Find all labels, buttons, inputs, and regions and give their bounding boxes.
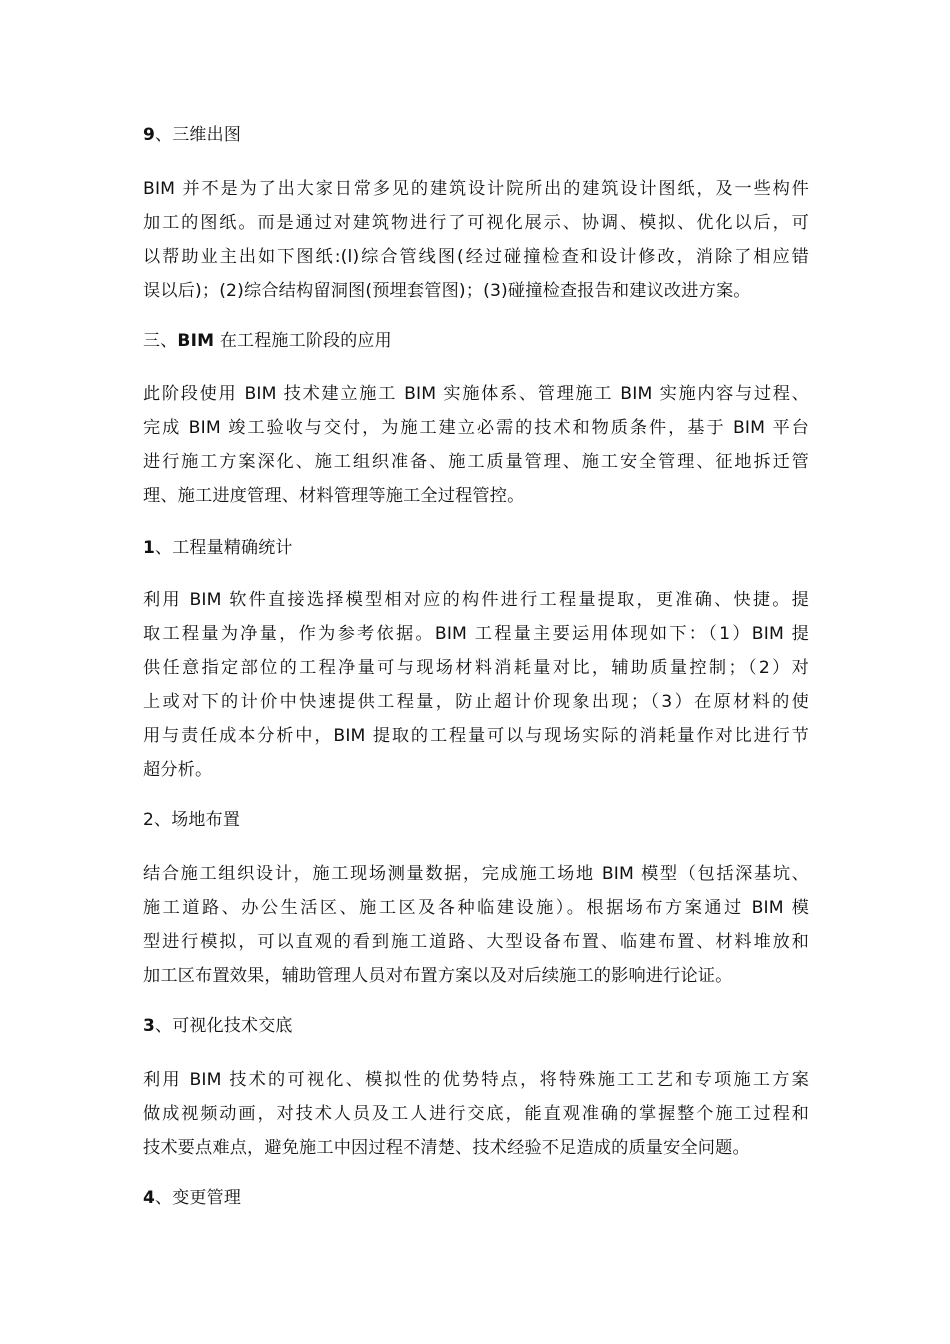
paragraph-3d-drawing xyxy=(143,172,809,308)
paragraph-quantity xyxy=(143,583,809,787)
heading-text: 、变更管理 xyxy=(155,1188,242,1208)
paragraph-line: 利用 BIM 软件直接选择模型相对应的构件进行工程量提取，更准确、快捷。提 xyxy=(143,590,809,610)
paragraph-line: 利用 BIM 技术的可视化、模拟性的优势特点，将特殊施工工艺和专项施工方案 xyxy=(143,1070,809,1090)
paragraph-line: 取工程量为净量，作为参考依据。BIM 工程量主要运用体现如下：（1）BIM 提 xyxy=(143,624,809,644)
section-heading-quantity xyxy=(143,531,809,565)
paragraph-line: BIM 并不是为了出大家日常多见的建筑设计院所出的建筑设计图纸，及一些构件 xyxy=(143,179,809,199)
section-heading-change-management xyxy=(143,1181,809,1215)
heading-number: 1 xyxy=(143,538,156,558)
paragraph-line: 施工道路、办公生活区、施工区及各种临建设施）。根据场布方案通过 BIM 模 xyxy=(143,898,809,918)
paragraph-line: 以帮助业主出如下图纸:(l)综合管线图(经过碰撞检查和设计修改，消除了相应错 xyxy=(143,247,809,267)
paragraph-line: 用与责任成本分析中，BIM 提取的工程量可以与现场实际的消耗量作对比进行节 xyxy=(143,726,809,746)
paragraph-line: 加工区布置效果，辅助管理人员对布置方案以及对后续施工的影响进行论证。 xyxy=(143,966,733,986)
heading-number: 3 xyxy=(143,1016,156,1036)
heading-number: 4 xyxy=(143,1188,156,1208)
paragraph-line: 理、施工进度管理、材料管理等施工全过程管控。 xyxy=(143,486,525,506)
paragraph-line: 此阶段使用 BIM 技术建立施工 BIM 实施体系、管理施工 BIM 实施内容与过程、 xyxy=(143,384,809,404)
section-heading-visual-briefing xyxy=(143,1009,809,1043)
heading-number: BIM xyxy=(177,331,215,351)
paragraph-visual-briefing xyxy=(143,1063,809,1165)
paragraph-line: 做成视频动画，对技术人员及工人进行交底，能直观准确的掌握整个施工过程和 xyxy=(143,1104,809,1124)
paragraph-line: 结合施工组织设计，施工现场测量数据，完成施工场地 BIM 模型（包括深基坑、 xyxy=(143,864,809,884)
paragraph-line: 上或对下的计价中快速提供工程量，防止超计价现象出现；（3）在原材料的使 xyxy=(143,692,809,712)
paragraph-line: 超分析。 xyxy=(143,760,213,780)
paragraph-line: 进行施工方案深化、施工组织准备、施工质量管理、施工安全管理、征地拆迁管 xyxy=(143,452,809,472)
paragraph-site-layout xyxy=(143,857,809,993)
heading-prefix: 三、 xyxy=(143,331,178,351)
paragraph-construction-phase xyxy=(143,377,809,513)
paragraph-line: 技术要点难点，避免施工中因过程不清楚、技术经验不足造成的质量安全问题。 xyxy=(143,1138,750,1158)
paragraph-line: 型进行模拟，可以直观的看到施工道路、大型设备布置、临建布置、材料堆放和 xyxy=(143,932,809,952)
heading-text: 、场地布置 xyxy=(154,810,241,830)
paragraph-line: 加工的图纸。而是通过对建筑物进行了可视化展示、协调、模拟、优化以后，可 xyxy=(143,213,809,233)
paragraph-line: 供任意指定部位的工程净量可与现场材料消耗量对比，辅助质量控制；（2）对 xyxy=(143,658,809,678)
heading-text: 、工程量精确统计 xyxy=(155,538,293,558)
heading-text: 、三维出图 xyxy=(155,125,242,145)
paragraph-line: 误以后)；(2)综合结构留洞图(预埋套管图)；(3)碰撞检查报告和建议改进方案。 xyxy=(143,281,751,301)
paragraph-line: 完成 BIM 竣工验收与交付，为施工建立必需的技术和物质条件，基于 BIM 平台 xyxy=(143,418,809,438)
heading-text: 在工程施工阶段的应用 xyxy=(214,331,392,351)
section-heading-site-layout xyxy=(143,803,809,837)
heading-number: 2 xyxy=(143,810,155,830)
heading-text: 、可视化技术交底 xyxy=(155,1016,293,1036)
section-heading-construction-phase xyxy=(143,324,809,358)
heading-number: 9 xyxy=(143,125,156,145)
section-heading-3d-drawing xyxy=(143,118,809,152)
